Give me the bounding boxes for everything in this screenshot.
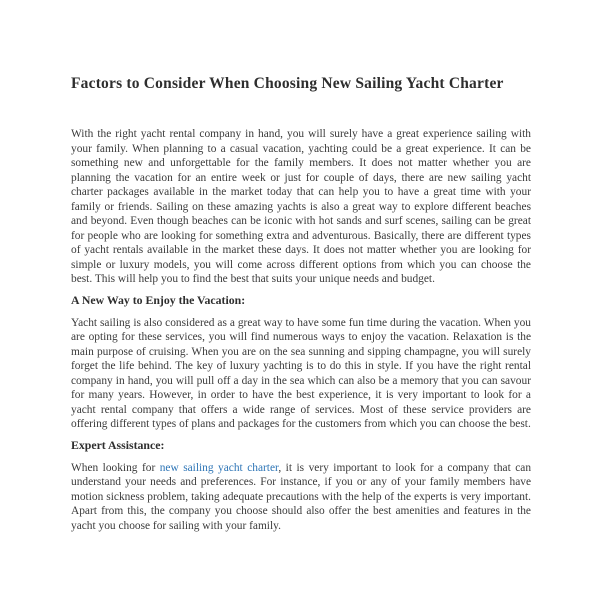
heading-expert-assistance: Expert Assistance:: [71, 437, 165, 452]
paragraph-expert-assistance: [71, 461, 531, 534]
expert-paragraph-text-before-link: When looking for: [71, 461, 160, 474]
paragraph-new-way: Yacht sailing is also considered as a great way to have some fun time during the vacation. When you are opting for these services, you will find numerous ways to enjoy the vacation. Relaxation is the main purpose of cruising. When you are on the sea sunning and sipping champagne, you will surely forget the life behind. The key of luxury yachting is to do this in style. If you have the right rental company in hand, you will pull off a day in the sea which can also be a memory that you can savour for many years. However, in order to have the best experience, it is very important to look for a yacht rental company that offers a wide range of services. Most of these service providers are offering different types of plans and packages for the customers from which you can choose the best.: [71, 316, 531, 430]
new-sailing-yacht-charter-link[interactable]: new sailing yacht charter: [159, 461, 279, 474]
paragraph-intro: With the right yacht rental company in hand, you will surely have a great experience sailing with your family. When planning to a casual vacation, yachting could be a great experience. It can be something new and unforgettable for the family members. It does not matter whether you are planning the vacation for an entire week or just for couple of days, there are new sailing yacht charter packages available in the market today that can help you to have a great time with your family or friends. Sailing on these amazing yachts is also a great way to explore different beaches and beyond. Even though beaches can be iconic with hot sands and surf scenes, sailing can be great for people who are looking for something extra and adventurous. Basically, there are different types of yacht rentals available in the market these days. It does not matter whether you are looking for simple or luxury models, you will come across different options from which you can choose the best. This will help you to find the best that suits your unique needs and budget.: [71, 128, 531, 285]
expert-paragraph-text-after-link: , it is very important to look for a company that can understand your needs and preferences. For instance, if you or any of your family members have motion sickness problem, taking adequate precautions with the help of the experts is very important. Apart from this, the company you choose should also offer the best amenities and features in the yacht you choose for sailing with your family.: [71, 461, 532, 532]
heading-new-way-to-enjoy: A New Way to Enjoy the Vacation:: [71, 292, 246, 307]
document-title: Factors to Consider When Choosing New Sailing Yacht Charter: [71, 75, 504, 92]
